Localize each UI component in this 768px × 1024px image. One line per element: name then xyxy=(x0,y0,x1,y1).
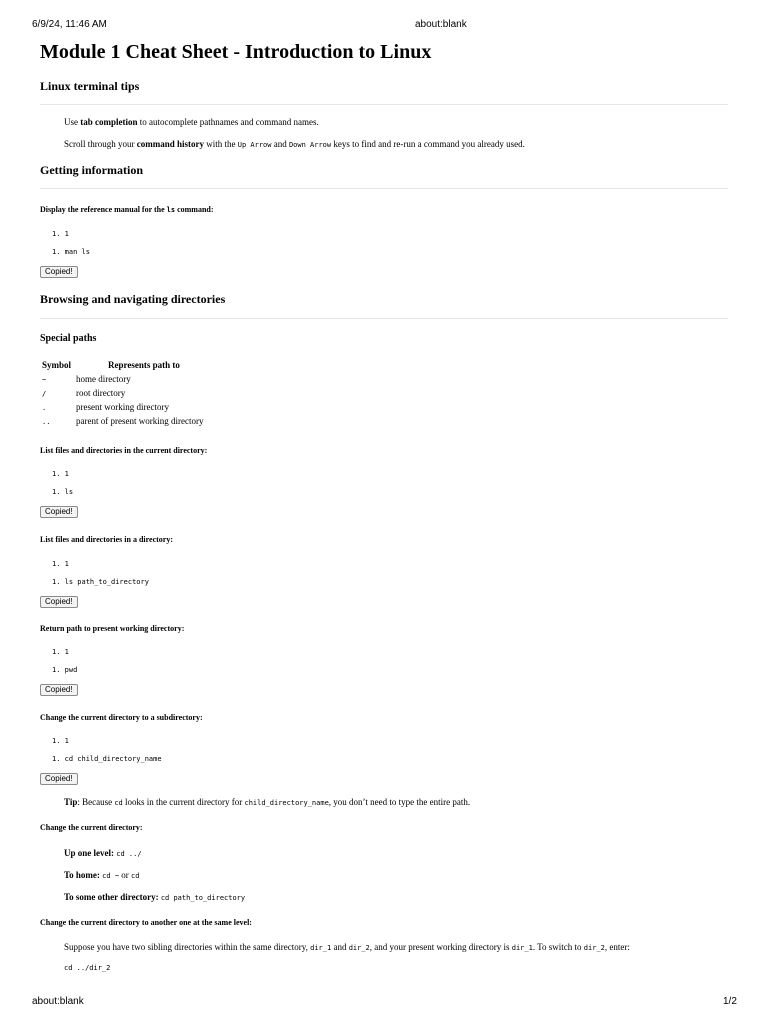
code-command: cd ../dir_2 xyxy=(64,964,111,972)
cd-to-home: To home: cd ~ or cd xyxy=(64,870,140,880)
copy-button[interactable]: Copied! xyxy=(40,506,78,518)
section-heading-getting-information: Getting information xyxy=(40,163,143,177)
command-description: List files and directories in the current directory: xyxy=(40,446,208,455)
section-heading-terminal-tips: Linux terminal tips xyxy=(40,79,140,93)
cd-to-other: To some other directory: cd path_to_directory xyxy=(64,892,246,902)
command-description: Return path to present working directory: xyxy=(40,624,185,633)
section-divider xyxy=(40,104,728,105)
copy-button[interactable]: Copied! xyxy=(40,773,78,785)
table-cell-meaning: present working directory xyxy=(76,402,169,412)
command-description: List files and directories in a directory: xyxy=(40,535,174,544)
print-footer-url: about:blank xyxy=(32,996,84,1007)
code-command: 1. pwd xyxy=(52,666,78,674)
command-description: Change the current directory to a subdirectory: xyxy=(40,713,203,722)
table-cell-meaning: root directory xyxy=(76,388,126,398)
table-cell-symbol: . xyxy=(42,404,47,412)
print-page-number: 1/2 xyxy=(723,996,737,1007)
copy-button[interactable]: Copied! xyxy=(40,596,78,608)
command-description: Change the current directory to another one at the same level: xyxy=(40,918,252,927)
code-line-number: 1. 1 xyxy=(52,560,69,568)
command-description: Change the current directory: xyxy=(40,823,143,832)
cd-up-one-level: Up one level: cd ../ xyxy=(64,848,142,858)
code-line-number: 1. 1 xyxy=(52,737,69,745)
table-cell-symbol: .. xyxy=(42,418,51,426)
code-line-number: 1. 1 xyxy=(52,470,69,478)
print-datetime: 6/9/24, 11:46 AM xyxy=(32,19,107,30)
section-heading-browsing: Browsing and navigating directories xyxy=(40,292,226,306)
table-cell-symbol: ~ xyxy=(42,376,47,384)
command-description: Display the reference manual for the ls command: xyxy=(40,205,214,214)
table-cell-symbol: / xyxy=(42,390,47,398)
tip-tab-completion: Use tab completion to autocomplete pathnames and command names. xyxy=(64,117,319,127)
subsection-heading-special-paths: Special paths xyxy=(40,333,97,344)
table-cell-meaning: parent of present working directory xyxy=(76,416,204,426)
print-url: about:blank xyxy=(415,19,467,30)
copy-button[interactable]: Copied! xyxy=(40,684,78,696)
sibling-explanation: Suppose you have two sibling directories within the same directory, dir_1 and dir_2, and your present working directory is dir_1. To switch to dir_2, enter: xyxy=(64,942,630,952)
code-command: 1. cd child_directory_name xyxy=(52,755,162,763)
code-command: 1. ls xyxy=(52,488,74,496)
tip-command-history: Scroll through your command history with the Up Arrow and Down Arrow keys to find and re-run a command you already used. xyxy=(64,139,525,149)
section-divider xyxy=(40,318,728,319)
table-header-symbol: Symbol xyxy=(42,360,72,370)
tip-note: Tip: Because cd looks in the current directory for child_directory_name, you don’t need to type the entire path. xyxy=(64,797,471,807)
copy-button[interactable]: Copied! xyxy=(40,266,78,278)
table-header-represents: Represents path to xyxy=(108,360,180,370)
code-command: 1. ls path_to_directory xyxy=(52,578,149,586)
code-line-number: 1. 1 xyxy=(52,230,69,238)
code-line-number: 1. 1 xyxy=(52,648,69,656)
table-cell-meaning: home directory xyxy=(76,374,131,384)
page-title: Module 1 Cheat Sheet - Introduction to Linux xyxy=(40,41,432,63)
section-divider xyxy=(40,188,728,189)
code-command: 1. man ls xyxy=(52,248,90,256)
